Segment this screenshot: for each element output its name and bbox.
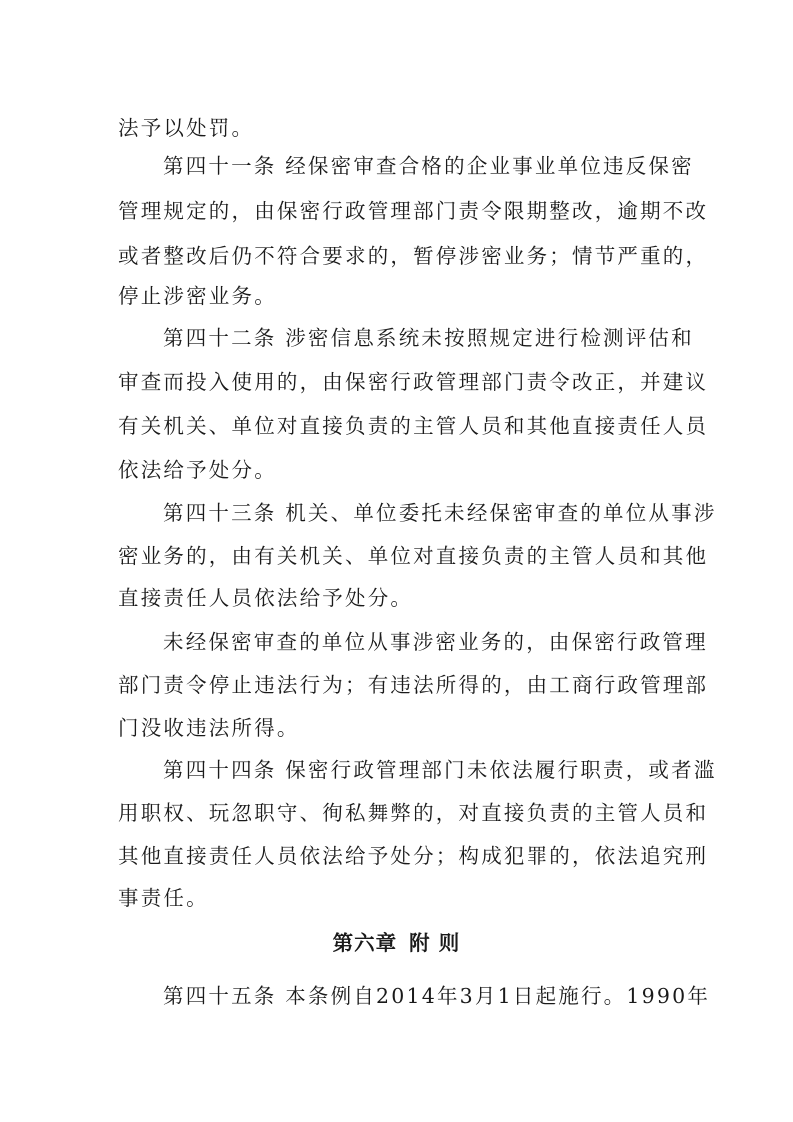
article-43-start: 第四十三条 机关、单位委托未经保密审查的单位从事涉 (163, 501, 717, 525)
text-line: 用职权、玩忽职守、徇私舞弊的，对直接负责的主管人员和 (118, 801, 709, 825)
article-42-start: 第四十二条 涉密信息系统未按照规定进行检测评估和 (163, 326, 694, 350)
text-line: 其他直接责任人员依法给予处分；构成犯罪的，依法追究刑 (118, 844, 709, 868)
article-41-start: 第四十一条 经保密审查合格的企业事业单位违反保密 (163, 154, 694, 178)
text-line: 法予以处罚。 (118, 116, 255, 140)
chapter-number: 第六章 (332, 931, 398, 955)
text-line: 密业务的，由有关机关、单位对直接负责的主管人员和其他 (118, 544, 709, 568)
chapter-title: 附 则 (409, 931, 461, 955)
text-line: 停止涉密业务。 (118, 284, 277, 308)
text-line: 直接责任人员依法给予处分。 (118, 586, 414, 610)
text-line: 管理规定的，由保密行政管理部门责令限期整改，逾期不改 (118, 199, 709, 223)
chapter-heading (0, 925, 793, 961)
text-line: 或者整改后仍不符合要求的，暂停涉密业务；情节严重的， (118, 244, 709, 268)
text-line: 依法给予处分。 (118, 458, 277, 482)
paragraph-start: 未经保密审查的单位从事涉密业务的，由保密行政管理 (163, 630, 708, 654)
text-line: 部门责令停止违法行为；有违法所得的，由工商行政管理部 (118, 673, 709, 697)
text-line: 有关机关、单位对直接负责的主管人员和其他直接责任人员 (118, 414, 709, 438)
article-44-start: 第四十四条 保密行政管理部门未依法履行职责，或者滥 (163, 758, 717, 782)
article-45-start: 第四十五条 本条例自2014年3月1日起施行。1990年 (163, 984, 711, 1008)
text-line: 门没收违法所得。 (118, 716, 300, 740)
text-line: 审查而投入使用的，由保密行政管理部门责令改正，并建议 (118, 370, 709, 394)
text-line: 事责任。 (118, 886, 209, 910)
